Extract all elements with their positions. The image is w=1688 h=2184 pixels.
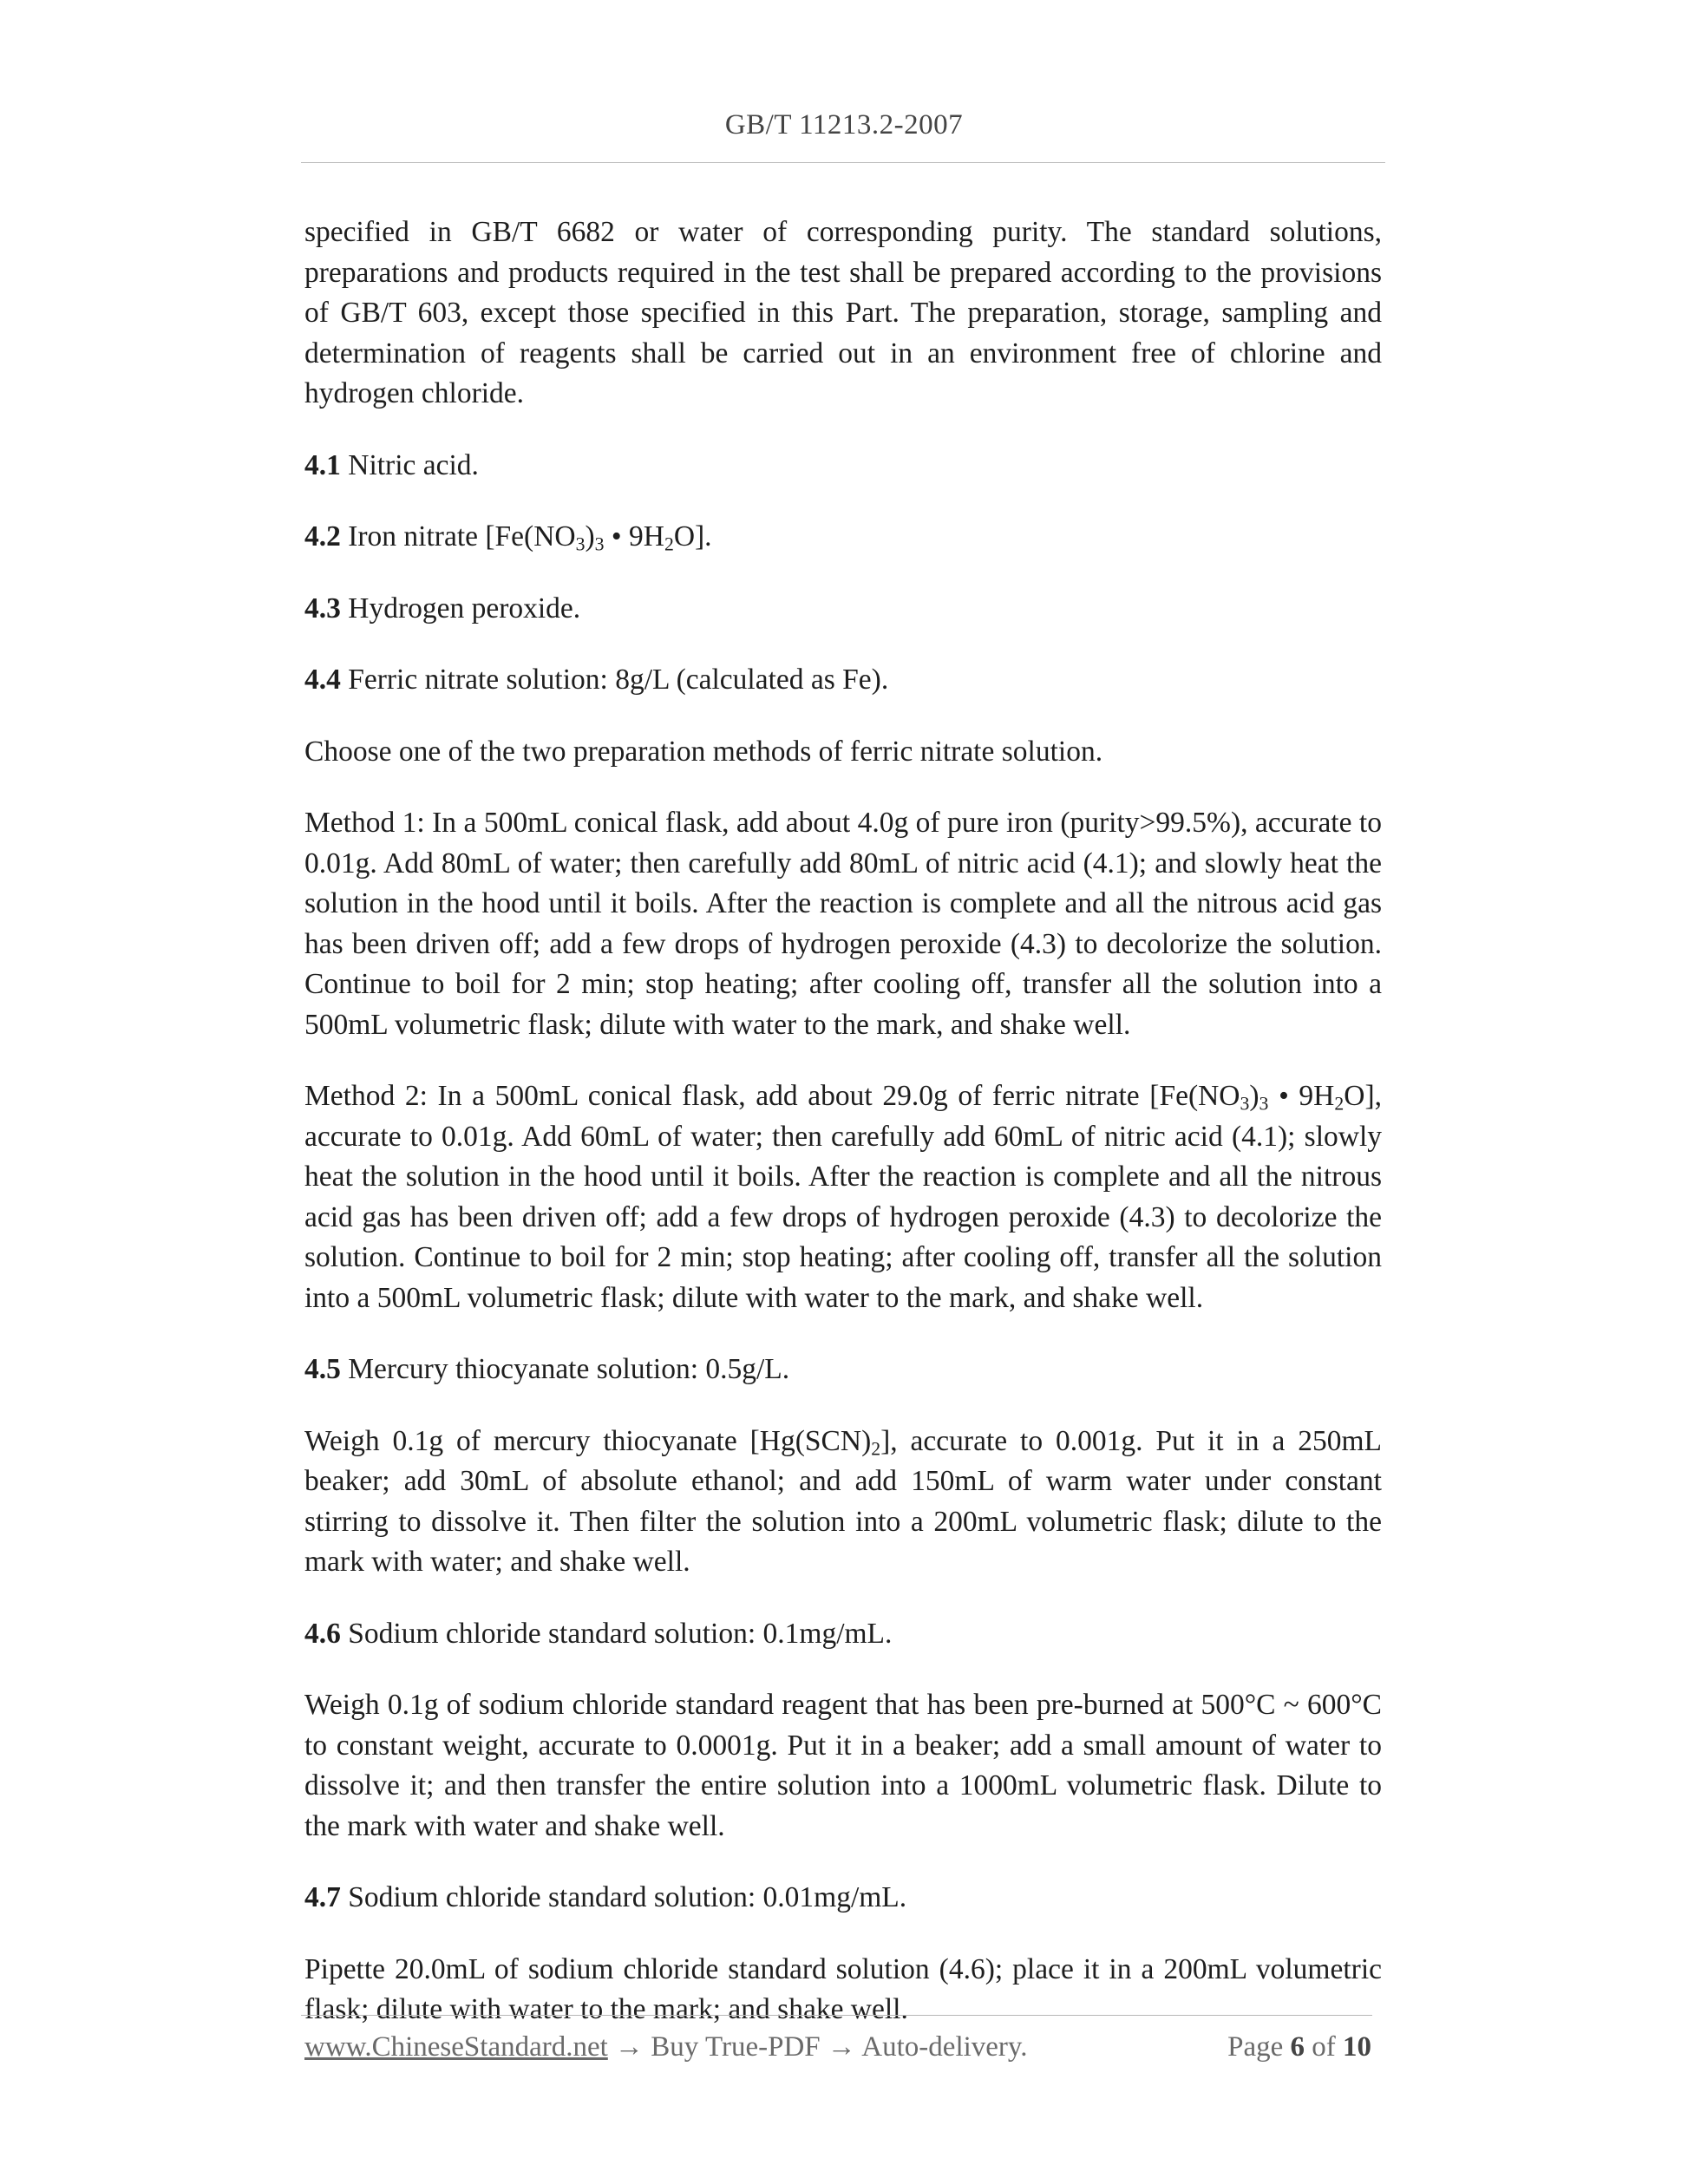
- clause-number: 4.4: [304, 664, 341, 696]
- clause-text: Sodium chloride standard solution: 0.1mg/mL.: [348, 1617, 893, 1650]
- clause-text: Hydrogen peroxide.: [348, 592, 581, 624]
- clause-text: Sodium chloride standard solution: 0.01mg/mL.: [348, 1881, 907, 1913]
- total-pages: 10: [1343, 2031, 1371, 2063]
- clause-4-7-body: Pipette 20.0mL of sodium chloride standard solution (4.6); place it in a 200mL volumetric flask; dilute with water to the mark; and shake well.: [304, 1952, 1382, 2025]
- page-header-title: GB/T 11213.2-2007: [724, 109, 964, 141]
- clause-number: 4.3: [304, 592, 341, 624]
- clause-4-4-choose: Choose one of the two preparation methods of ferric nitrate solution.: [304, 735, 1103, 768]
- page-footer: [304, 2031, 1371, 2071]
- clause-4-1: [304, 446, 1382, 487]
- clause-text: Nitric acid.: [348, 448, 479, 481]
- clause-text: Mercury thiocyanate solution: 0.5g/L.: [348, 1353, 790, 1385]
- clause-number: 4.6: [304, 1617, 341, 1650]
- clause-4-7: [304, 1878, 1382, 1919]
- footer-divider: [301, 2015, 1372, 2016]
- header-divider: [301, 162, 1385, 163]
- clause-number: 4.5: [304, 1353, 341, 1385]
- clause-4-2: [304, 517, 1382, 558]
- clause-4-3: [304, 589, 1382, 630]
- clause-4-6: [304, 1614, 1382, 1655]
- clause-4-5: [304, 1350, 1382, 1390]
- intro-paragraph: specified in GB/T 6682 or water of corresponding purity. The standard solutions, preparations and products required in the test shall be prepared according to the provisions of GB/T 603, except those specified in this Part. The preparation, storage, sampling and determination of reagents shall be carried out in an environment free of chlorine and hydrogen chloride.: [304, 216, 1382, 409]
- clause-4-4: [304, 660, 1382, 701]
- clause-number: 4.2: [304, 520, 341, 553]
- clause-4-4-method-2: Method 2: In a 500mL conical flask, add about 29.0g of ferric nitrate [$Fe(NO_3)_3$ • $9H_2O$], accurate to 0.01g. Add 60mL of water; then carefully add 60mL of nitric acid (4.1); slowly heat the solution in the hood until it boils. After the reaction is complete and all the nitrous acid gas has been driven off; add a few drops of hydrogen peroxide (4.3) to decolorize the solution. Continue to boil for 2 min; stop heating; after cooling off, transfer all the solution into a 500mL volumetric flask; dilute with water to the mark, and shake well.: [304, 1080, 1383, 1314]
- clause-4-5-body: Weigh 0.1g of mercury thiocyanate $[Hg(SCN)_2]$, accurate to 0.001g. Put it in a 250mL beaker; add 30mL of absolute ethanol; and add 150mL of warm water under constant stirring to dissolve it. Then filter the solution into a 200mL volumetric flask; dilute to the mark with water; and shake well.: [304, 1424, 1382, 1578]
- clause-4-6-body: Weigh 0.1g of sodium chloride standard reagent that has been pre-burned at 500°C ~ 600°C to constant weight, accurate to 0.0001g. Put it in a beaker; add a small amount of water to dissolve it; and then transfer the entire solution into a 1000mL volumetric flask. Dilute to the mark with water and shake well.: [304, 1689, 1382, 1842]
- clause-text: Iron nitrate [$Fe(NO_3)_3$ • $9H_2O$].: [348, 520, 712, 555]
- website-link[interactable]: www.ChineseStandard.net: [304, 2031, 608, 2063]
- promo-text: → Buy True-PDF → Auto-delivery.: [607, 2031, 1028, 2063]
- document-body: [304, 213, 1382, 2062]
- clause-4-4-method-1: Method 1: In a 500mL conical flask, add about 4.0g of pure iron (purity>99.5%), accurate to 0.01g. Add 80mL of water; then carefully add 80mL of nitric acid (4.1); and slowly heat the solution in the hood until it boils. After the reaction is complete and all the nitrous acid gas has been driven off; add a few drops of hydrogen peroxide (4.3) to decolorize the solution. Continue to boil for 2 min; stop heating; after cooling off, transfer all the solution into a 500mL volumetric flask; dilute with water to the mark, and shake well.: [304, 807, 1382, 1041]
- footer-promo: [304, 2031, 1028, 2063]
- current-page: 6: [1290, 2031, 1305, 2063]
- page-indicator: Page 6 of 10: [1227, 2031, 1371, 2063]
- clause-number: 4.1: [304, 448, 341, 481]
- clause-text: Ferric nitrate solution: 8g/L (calculated as Fe).: [348, 664, 889, 696]
- clause-number: 4.7: [304, 1881, 341, 1913]
